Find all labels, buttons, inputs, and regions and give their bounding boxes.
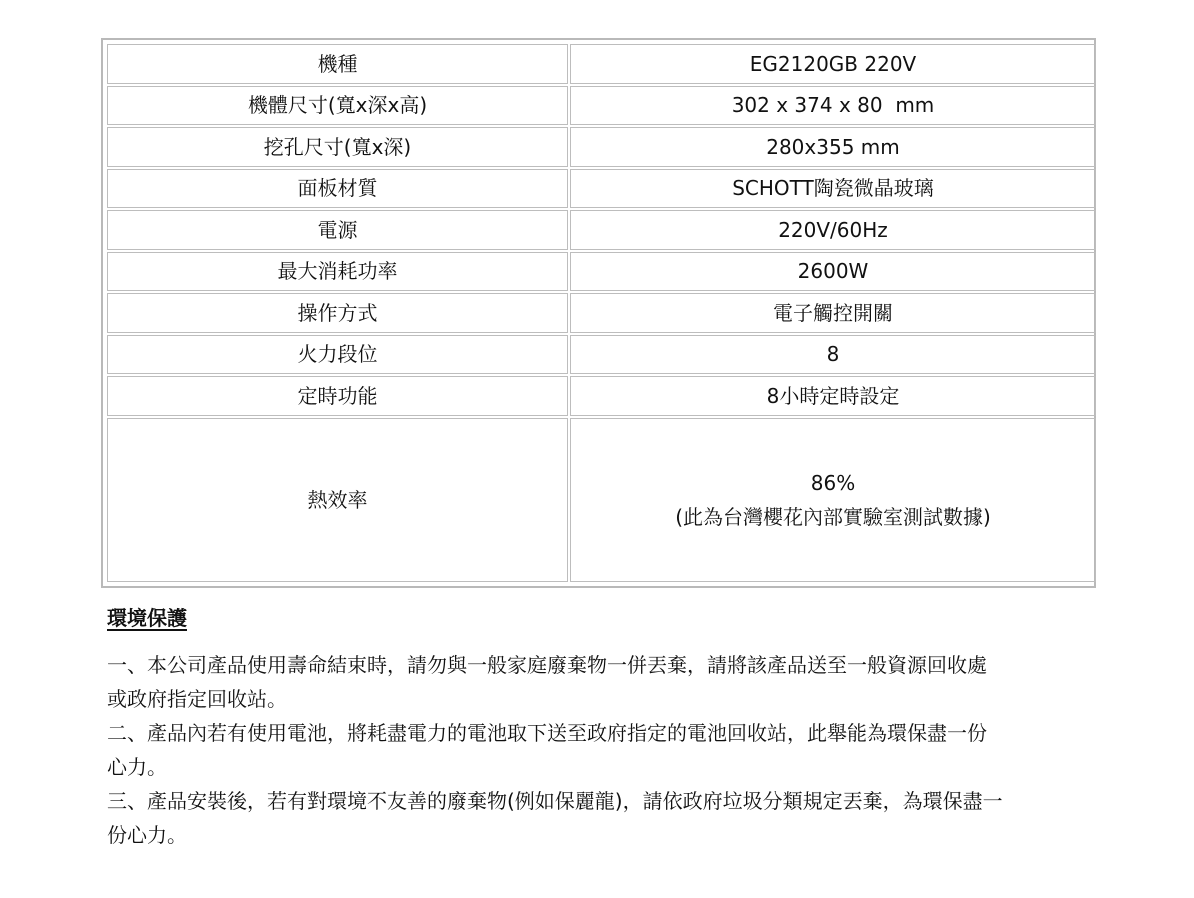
spec-label: 機種: [107, 44, 568, 84]
spec-label: 定時功能: [107, 376, 568, 416]
spec-row-timer: [107, 376, 1096, 416]
spec-row-cutout-size: [107, 127, 1096, 167]
spec-row-panel-material: [107, 169, 1096, 209]
spec-row-heat-levels: [107, 335, 1096, 375]
spec-label: 火力段位: [107, 335, 568, 375]
environment-title: 環境保護: [107, 606, 187, 630]
spec-label: 挖孔尺寸(寬x深): [107, 127, 568, 167]
spec-row-body-size: [107, 86, 1096, 126]
spec-label: 最大消耗功率: [107, 252, 568, 292]
spec-table: [105, 42, 1098, 584]
environment-line: 二、產品內若有使用電池，將耗盡電力的電池取下送至政府指定的電池回收站，此舉能為環保盡一份: [107, 721, 987, 745]
spec-value: [570, 418, 1096, 582]
spec-value: 2600W: [570, 252, 1096, 292]
spec-label: 操作方式: [107, 293, 568, 333]
thermal-efficiency-note: (此為台灣櫻花內部實驗室測試數據): [675, 504, 991, 529]
spec-row-thermal-efficiency: [107, 418, 1096, 582]
spec-label: 面板材質: [107, 169, 568, 209]
spec-value: 302 x 374 x 80 mm: [570, 86, 1096, 126]
environment-line: 心力。: [107, 755, 167, 779]
environment-line: 份心力。: [107, 823, 187, 847]
environment-section: [107, 598, 1097, 852]
environment-line: 三、產品安裝後，若有對環境不友善的廢棄物(例如保麗龍)，請依政府垃圾分類規定丟棄，為環保盡一: [107, 789, 1003, 813]
spec-value: 220V/60Hz: [570, 210, 1096, 250]
spec-value: 8: [570, 335, 1096, 375]
thermal-efficiency-value: 86%: [810, 470, 856, 495]
spec-value: EG2120GB 220V: [570, 44, 1096, 84]
spec-table-frame: [101, 38, 1096, 588]
spec-value: 280x355 mm: [570, 127, 1096, 167]
environment-line: 或政府指定回收站。: [107, 687, 287, 711]
spec-row-model: [107, 44, 1096, 84]
spec-row-max-power: [107, 252, 1096, 292]
spec-label: 機體尺寸(寬x深x高): [107, 86, 568, 126]
spec-row-operation: [107, 293, 1096, 333]
spec-label: 電源: [107, 210, 568, 250]
spec-value: SCHOTT陶瓷微晶玻璃: [570, 169, 1096, 209]
environment-line: 一、本公司產品使用壽命結束時，請勿與一般家庭廢棄物一併丟棄，請將該產品送至一般資源回收處: [107, 653, 987, 677]
spec-label: 熱效率: [107, 418, 568, 582]
spec-value: 8小時定時設定: [570, 376, 1096, 416]
spec-value: 電子觸控開關: [570, 293, 1096, 333]
spec-row-power-supply: [107, 210, 1096, 250]
